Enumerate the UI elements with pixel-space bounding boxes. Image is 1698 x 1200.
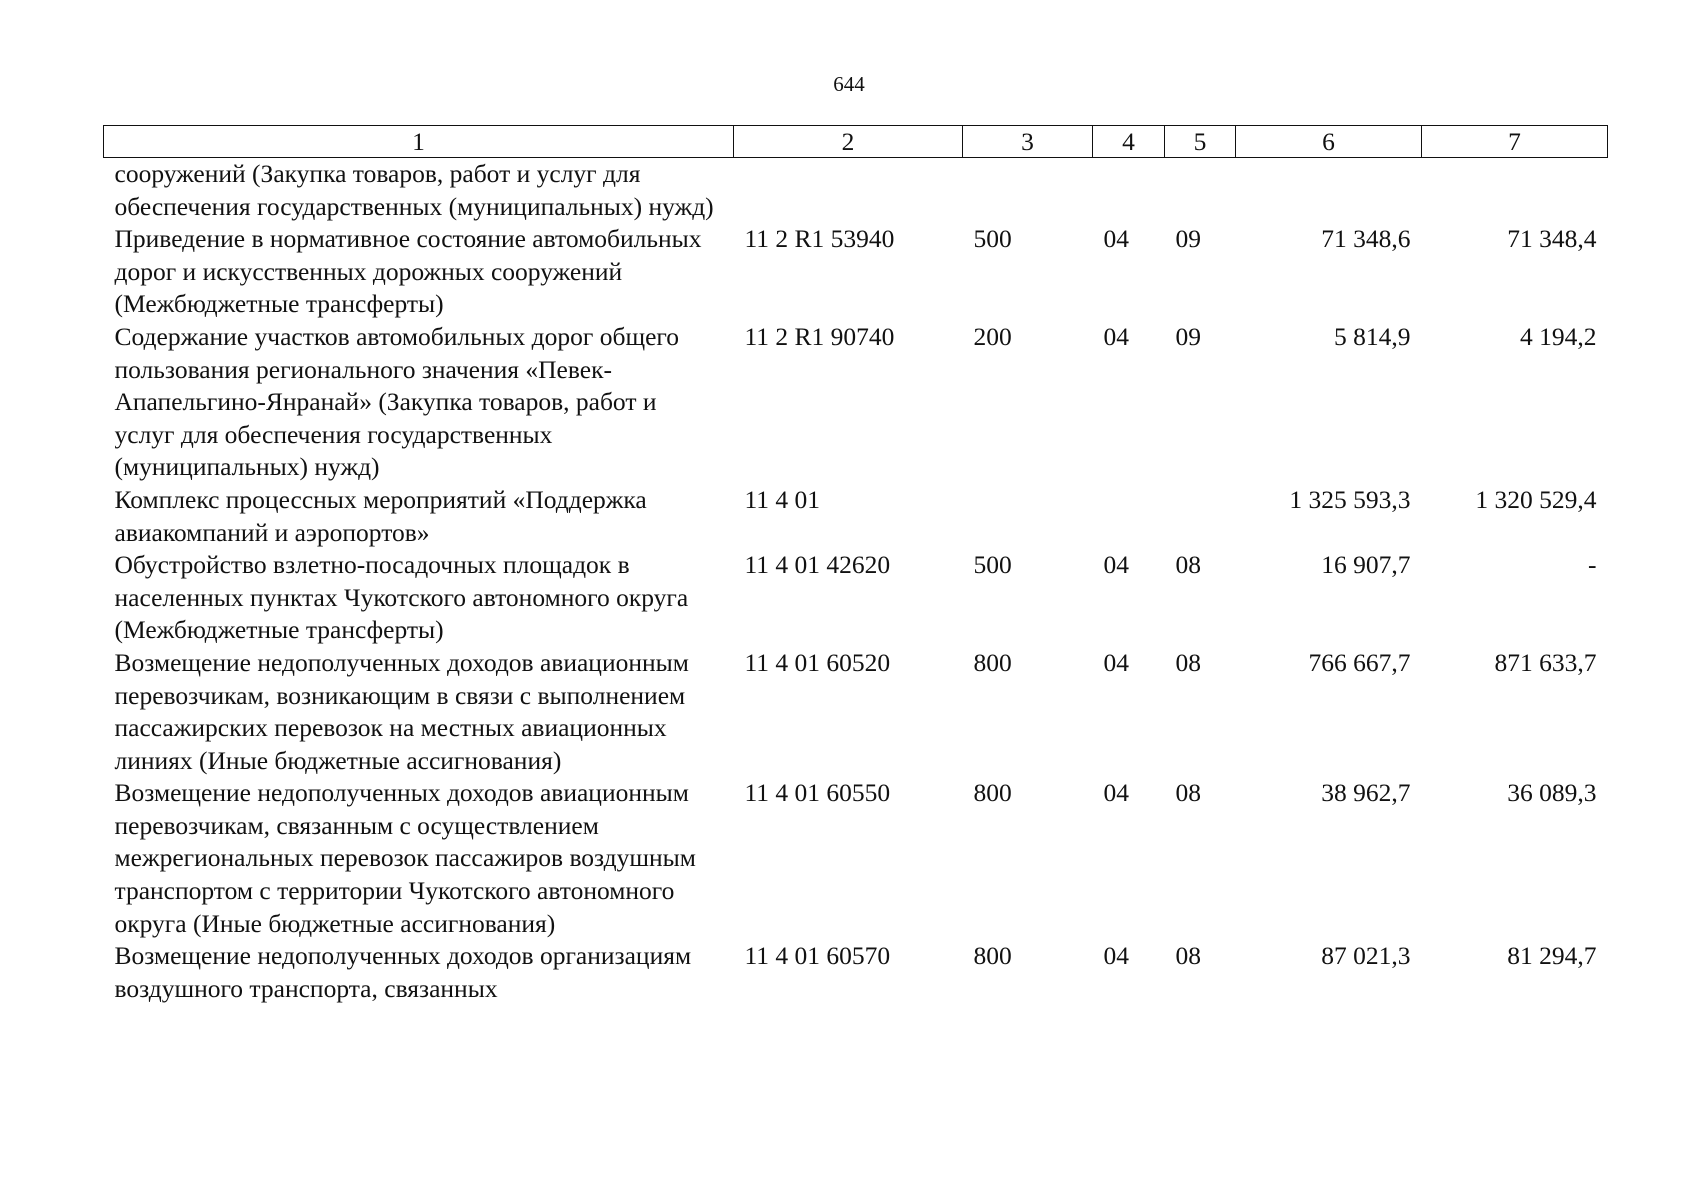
row-sum-col7: 36 089,3 [1507, 778, 1597, 808]
row-sum-col6: 38 962,7 [1321, 778, 1411, 808]
row-expense-type: 200 [973, 321, 1012, 351]
column-header-1: 1 [104, 126, 734, 158]
table-row [104, 321, 1608, 484]
table-row [104, 484, 1608, 549]
table-row [104, 647, 1608, 777]
table-row [104, 158, 1608, 224]
row-code: 11 4 01 [744, 484, 821, 514]
row-name: сооружений (Закупка товаров, работ и услуг для обеспечения государственных (муниципальных) нужд) [114, 159, 714, 221]
row-sum-col7 [1422, 158, 1608, 224]
row-expense-type: 800 [973, 778, 1012, 808]
row-section: 04 [1103, 647, 1129, 677]
row-expense-type [963, 158, 1093, 224]
row-code: 11 4 01 60550 [744, 778, 891, 808]
row-expense-type: 800 [973, 647, 1012, 677]
row-section: 04 [1103, 321, 1129, 351]
row-code: 11 2 R1 90740 [744, 321, 895, 351]
table-row [104, 777, 1608, 940]
column-header-6: 6 [1236, 126, 1422, 158]
column-header-3: 3 [963, 126, 1093, 158]
row-sum-col7: 4 194,2 [1520, 321, 1597, 351]
row-expense-type: 800 [973, 941, 1012, 971]
row-expense-type: 500 [973, 224, 1012, 254]
table-row [104, 940, 1608, 1005]
row-subsection [1165, 158, 1236, 224]
row-sum-col6: 16 907,7 [1321, 550, 1411, 580]
header-row [104, 126, 1608, 158]
row-subsection: 09 [1175, 321, 1201, 351]
row-section [1093, 484, 1165, 549]
row-code: 11 4 01 42620 [744, 550, 891, 580]
column-header-2: 2 [734, 126, 963, 158]
row-expense-type [963, 484, 1093, 549]
table-header [104, 126, 1608, 158]
row-name: Возмещение недополученных доходов организациям воздушного транспорта, связанных [114, 941, 692, 1003]
row-subsection [1165, 484, 1236, 549]
row-code: 11 4 01 60570 [744, 941, 891, 971]
row-subsection: 08 [1175, 941, 1201, 971]
row-subsection: 08 [1175, 647, 1201, 677]
row-name: Возмещение недополученных доходов авиационным перевозчикам, возникающим в связи с выполнением пассажирских перевозок на местных авиационных линиях (Иные бюджетные ассигнования) [114, 647, 689, 775]
row-name: Комплекс процессных мероприятий «Поддержка авиакомпаний и аэропортов» [114, 484, 647, 547]
budget-table [103, 125, 1608, 1005]
row-section: 04 [1103, 778, 1129, 808]
row-name: Содержание участков автомобильных дорог общего пользования регионального значения «Певек-Апапельгино-Янранай» (Закупка товаров, работ и услуг для обеспечения государственных (муниципальных) нужд) [114, 321, 679, 482]
row-subsection: 08 [1175, 778, 1201, 808]
row-section: 04 [1103, 550, 1129, 580]
row-section: 04 [1103, 941, 1129, 971]
row-subsection: 09 [1175, 224, 1201, 254]
row-sum-col6: 1 325 593,3 [1289, 484, 1411, 514]
column-header-7: 7 [1422, 126, 1608, 158]
table-body [104, 158, 1608, 1006]
column-header-5: 5 [1165, 126, 1236, 158]
row-sum-col7: - [1588, 550, 1597, 580]
row-name: Обустройство взлетно-посадочных площадок в населенных пунктах Чукотского автономного округа (Межбюджетные трансферты) [114, 550, 689, 645]
row-sum-col6: 766 667,7 [1308, 647, 1411, 677]
row-section [1093, 158, 1165, 224]
row-code [734, 158, 963, 224]
page-number: 644 [833, 72, 865, 96]
table-row [104, 223, 1608, 321]
row-sum-col6 [1236, 158, 1422, 224]
row-sum-col7: 1 320 529,4 [1475, 484, 1597, 514]
row-code: 11 4 01 60520 [744, 647, 891, 677]
row-subsection: 08 [1175, 550, 1201, 580]
row-sum-col6: 87 021,3 [1321, 941, 1411, 971]
row-sum-col7: 871 633,7 [1494, 647, 1597, 677]
row-sum-col7: 81 294,7 [1507, 941, 1597, 971]
row-section: 04 [1103, 224, 1129, 254]
row-name: Приведение в нормативное состояние автомобильных дорог и искусственных дорожных сооружений (Межбюджетные трансферты) [114, 224, 702, 319]
table-row [104, 549, 1608, 647]
column-header-4: 4 [1093, 126, 1165, 158]
row-expense-type: 500 [973, 550, 1012, 580]
row-sum-col7: 71 348,4 [1507, 224, 1597, 254]
row-code: 11 2 R1 53940 [744, 224, 895, 254]
row-sum-col6: 71 348,6 [1321, 224, 1411, 254]
row-sum-col6: 5 814,9 [1334, 321, 1411, 351]
row-name: Возмещение недополученных доходов авиационным перевозчикам, связанным с осуществлением межрегиональных перевозок пассажиров воздушным транспортом с территории Чукотского автономного округа (Иные бюджетные ассигнования) [114, 778, 696, 938]
